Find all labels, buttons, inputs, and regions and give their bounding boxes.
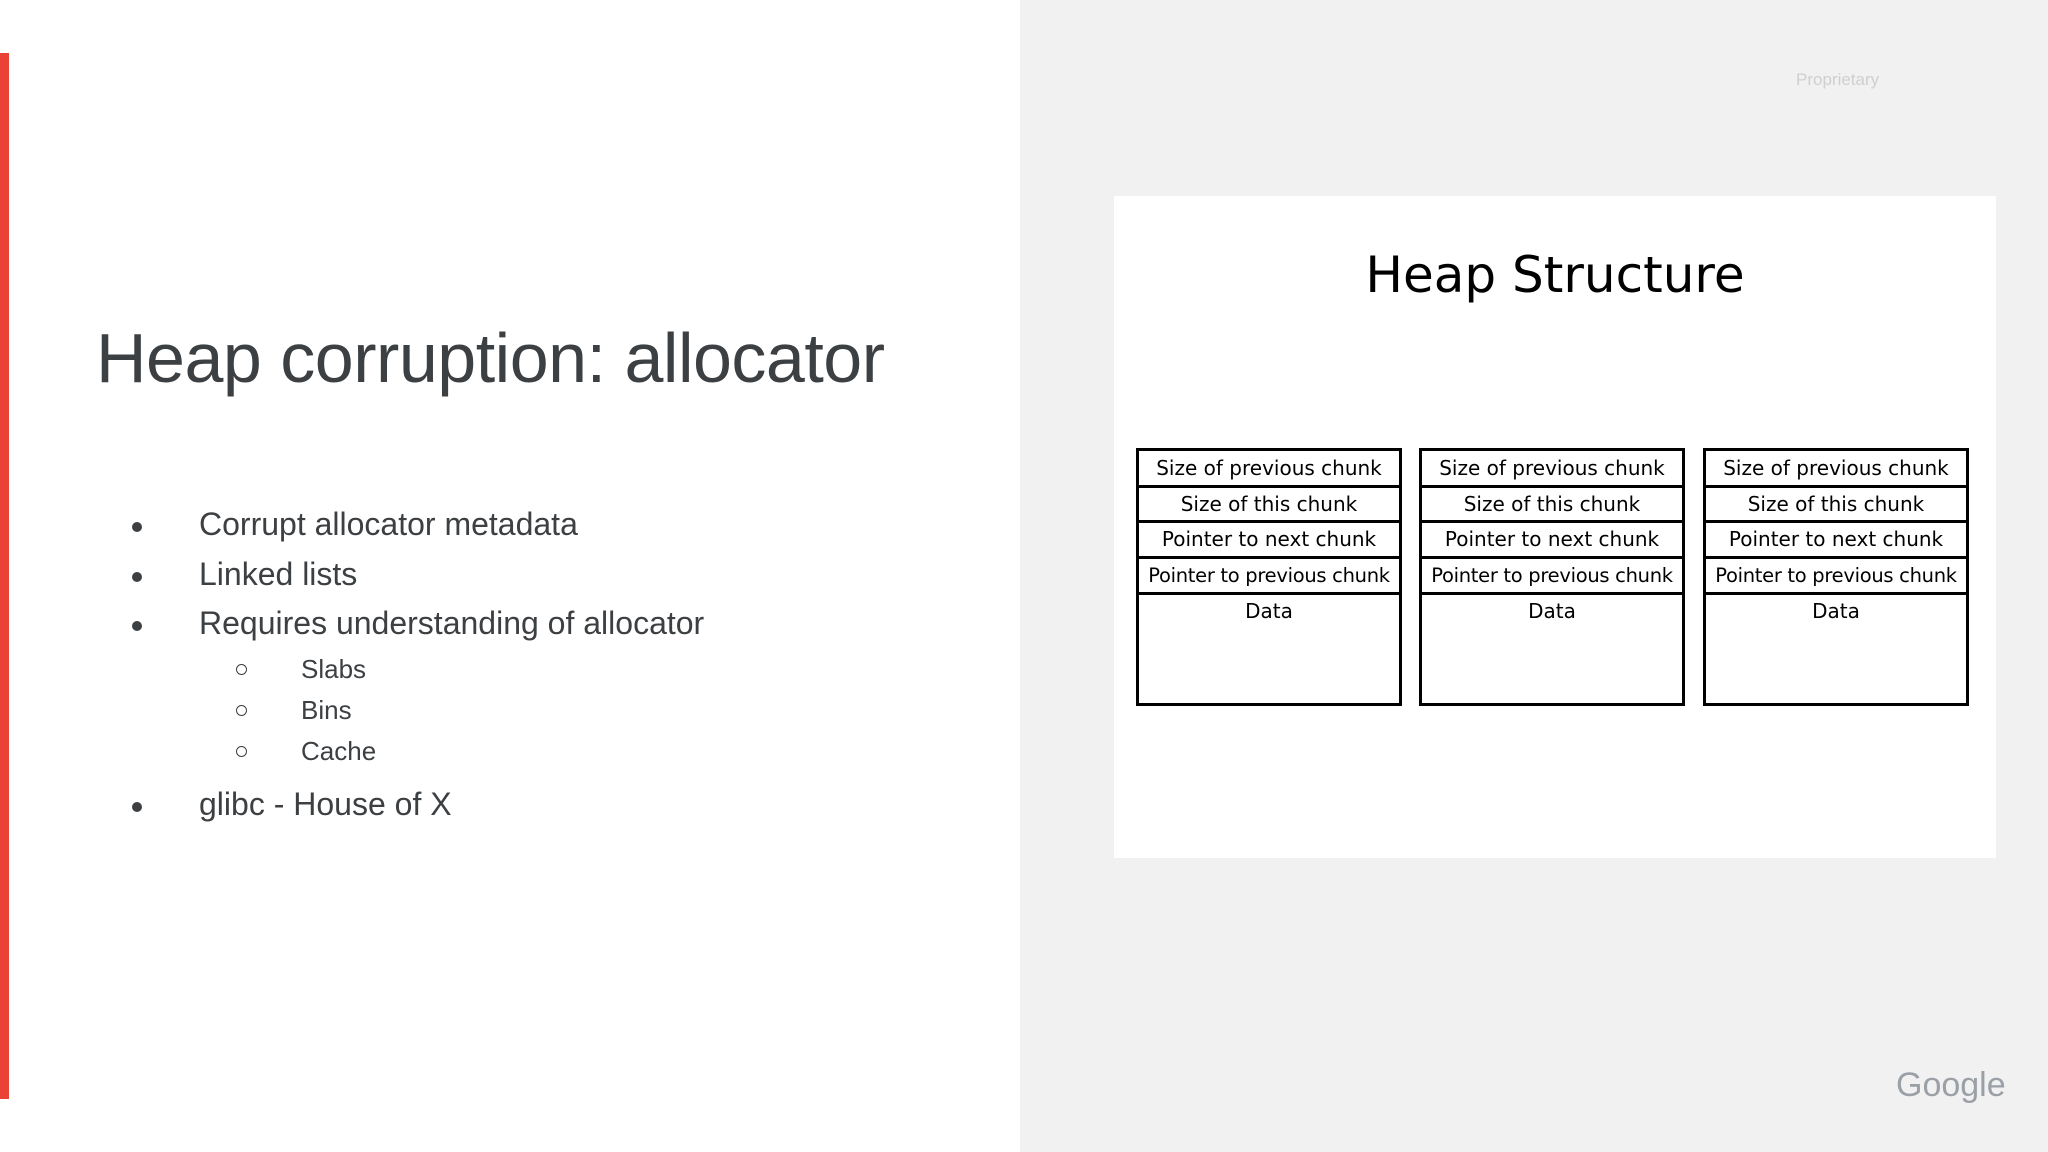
sub-bullet-text: Bins xyxy=(301,694,352,725)
heap-chunk xyxy=(1136,448,1402,706)
chunk-field-size-prev: Size of previous chunk xyxy=(1422,451,1682,488)
chunk-field-size-prev: Size of previous chunk xyxy=(1139,451,1399,488)
google-logo: Google xyxy=(1896,1066,2006,1104)
chunk-field-data: Data xyxy=(1528,599,1576,623)
chunk-field-size-this: Size of this chunk xyxy=(1422,488,1682,523)
chunk-field-size-prev: Size of previous chunk xyxy=(1706,451,1966,488)
chunk-field-ptr-prev: Pointer to previous chunk xyxy=(1706,559,1966,595)
heap-chunk xyxy=(1419,448,1685,706)
chunk-field-ptr-prev: Pointer to previous chunk xyxy=(1422,559,1682,595)
bullet-dot-icon xyxy=(132,621,142,631)
bullet-item xyxy=(130,550,704,600)
slide-title: Heap corruption: allocator xyxy=(96,319,885,397)
chunk-field-ptr-next: Pointer to next chunk xyxy=(1706,523,1966,559)
bullet-list xyxy=(130,500,704,829)
chunk-field-data: Data xyxy=(1245,599,1293,623)
bullet-dot-icon xyxy=(132,802,142,812)
bullet-dot-icon xyxy=(132,522,142,532)
heap-chunk xyxy=(1703,448,1969,706)
sub-bullet-text: Slabs xyxy=(301,653,367,684)
circle-bullet-icon xyxy=(236,705,247,716)
bullet-text: Requires understanding of allocator xyxy=(199,605,705,641)
chunk-field-size-this: Size of this chunk xyxy=(1706,488,1966,523)
chunk-field-size-this: Size of this chunk xyxy=(1139,488,1399,523)
circle-bullet-icon xyxy=(236,664,247,675)
sub-bullet-item xyxy=(130,649,704,690)
chunk-field-ptr-next: Pointer to next chunk xyxy=(1139,523,1399,559)
chunk-field-data: Data xyxy=(1812,599,1860,623)
bullet-item xyxy=(130,500,704,550)
diagram-title: Heap Structure xyxy=(1365,246,1745,304)
bullet-text: glibc - House of X xyxy=(199,785,452,822)
sub-bullet-item xyxy=(130,731,704,772)
bullet-item xyxy=(130,780,704,830)
heap-structure-diagram xyxy=(1114,196,1996,858)
bullet-dot-icon xyxy=(132,572,142,582)
chunk-field-ptr-prev: Pointer to previous chunk xyxy=(1139,559,1399,595)
circle-bullet-icon xyxy=(236,746,247,757)
sub-bullet-item xyxy=(130,690,704,731)
accent-bar xyxy=(0,53,9,1099)
sub-bullet-text: Cache xyxy=(301,735,377,766)
chunk-field-ptr-next: Pointer to next chunk xyxy=(1422,523,1682,559)
bullet-text: Linked lists xyxy=(199,555,358,592)
bullet-item xyxy=(130,599,704,649)
bullet-text: Corrupt allocator metadata xyxy=(199,506,578,542)
proprietary-label: Proprietary xyxy=(1796,70,1880,89)
